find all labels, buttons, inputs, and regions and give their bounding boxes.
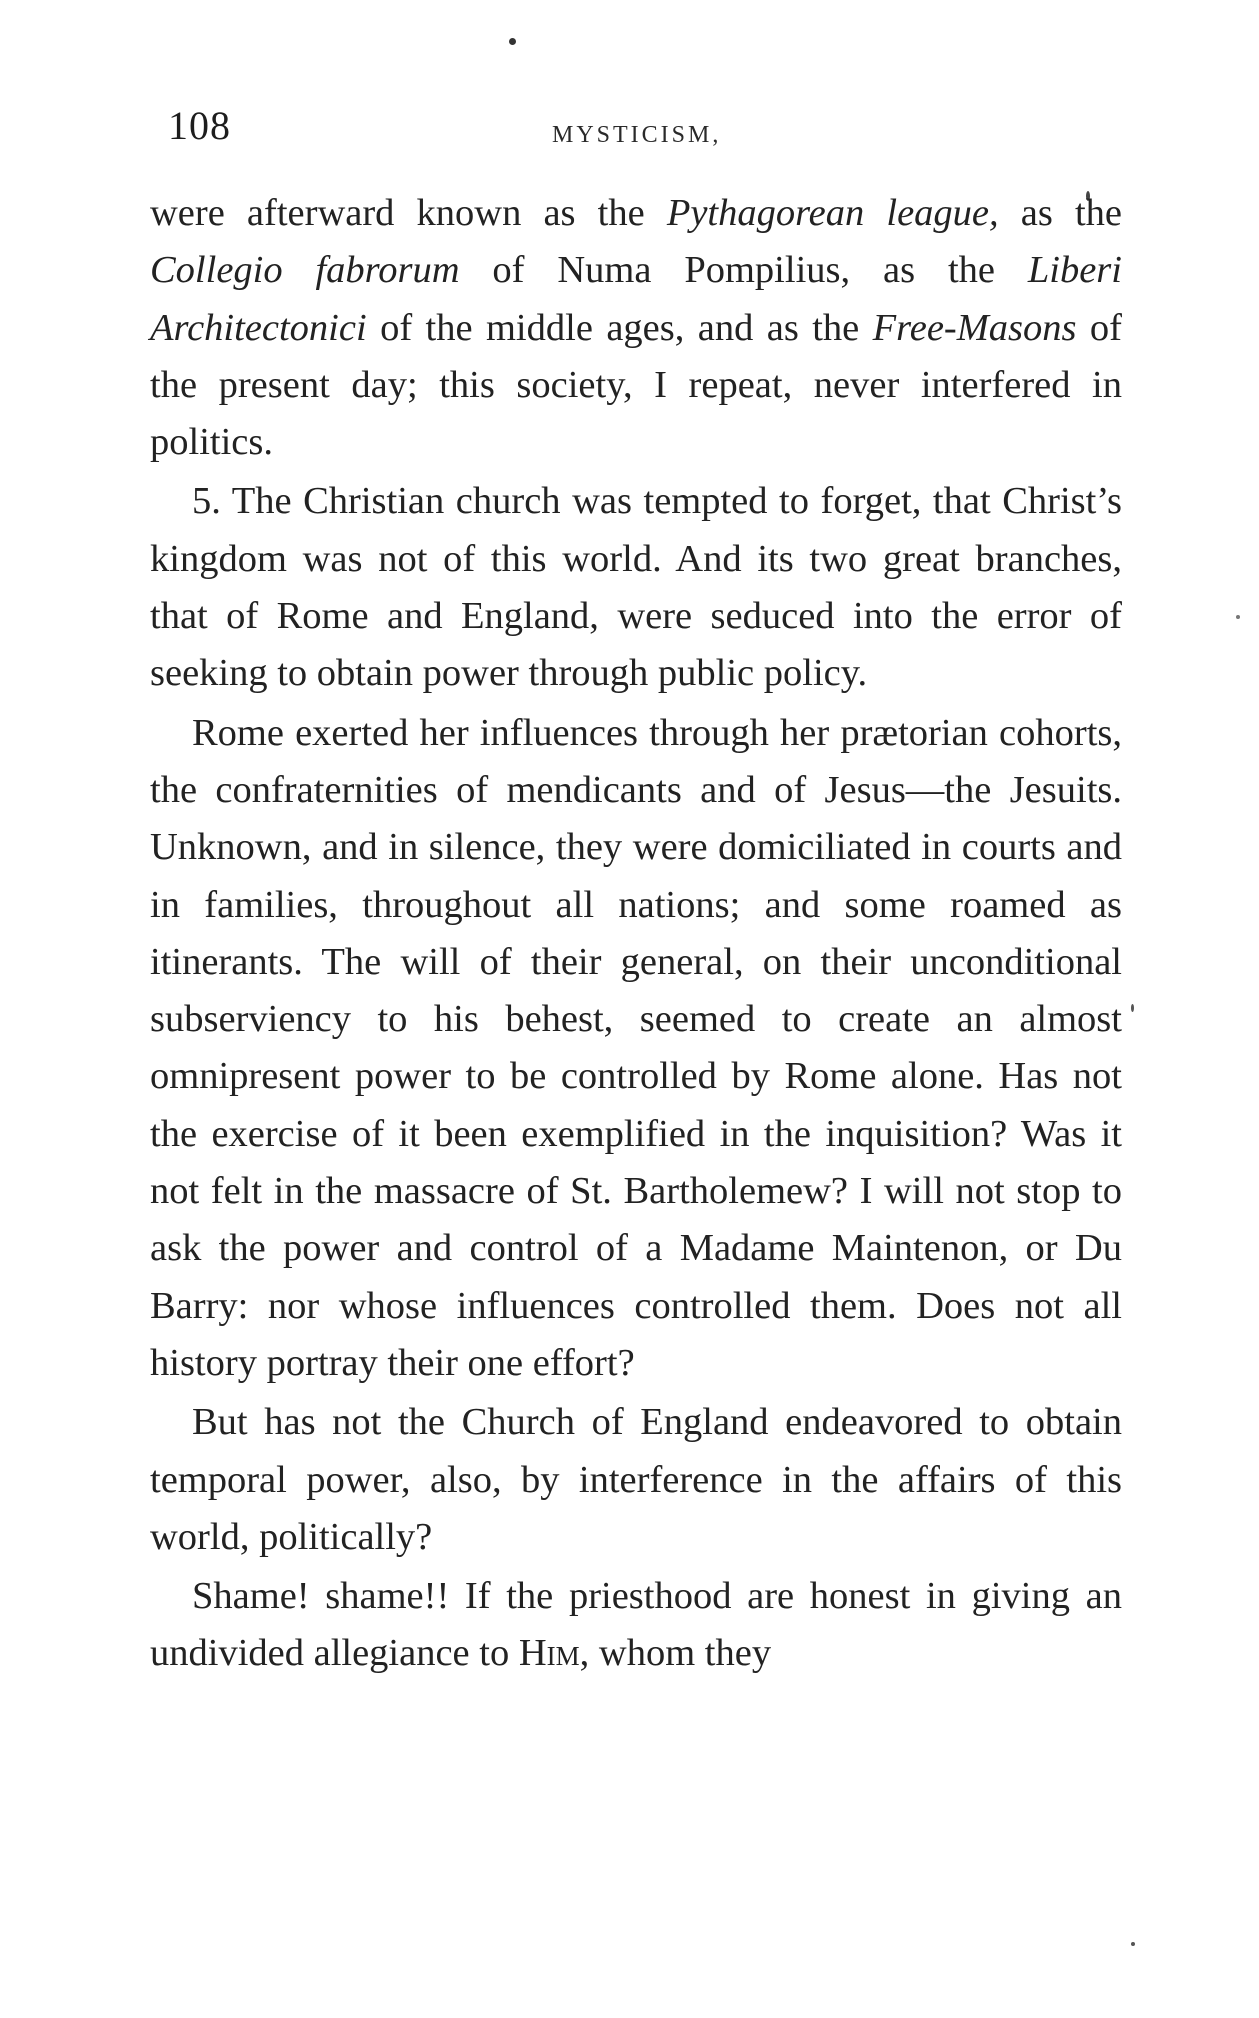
paragraph-1-text: of the present day; this society, I repeat, never interfered in politics. bbox=[150, 306, 1122, 464]
paragraph-3: Rome exerted her influences through her prætorian cohorts, the confraternities of mendicants and of Jesus—the Jesuits. Unknown, and in silence, they were domiciliated in courts and in families, throughout all nations; and some roamed as itinerants. The will of their general, on their unconditional subserviency to his behest, seemed to create an almost omnipresent power to be controlled by Rome alone. Has not the exercise of it been exemplified in the inquisition? Was it not felt in the massacre of St. Bartholemew? I will not stop to ask the power and control of a Madame Maintenon, or Du Barry: nor whose influences controlled them. Does not all history portray their one effort? bbox=[150, 711, 1122, 1384]
term-collegio-fabrorum: Collegio fabrorum bbox=[150, 249, 460, 292]
paragraph-2: 5. The Christian church was tempted to forget, that Christ’s kingdom was not of this world. And its two great branches, that of Rome and England, were seduced into the error of seeking to obtain power through public policy. bbox=[150, 480, 1122, 695]
paragraph-1-text: were afterward known as the bbox=[150, 192, 667, 234]
print-speck bbox=[1131, 1004, 1134, 1012]
paragraph-5 bbox=[150, 1568, 1122, 1683]
paragraph-5-text: , whom they bbox=[579, 1632, 772, 1675]
paragraph-1-text: of the middle ages, and as the bbox=[366, 306, 873, 349]
term-pythagorean-league: Pythagorean league, bbox=[666, 192, 999, 234]
print-speck bbox=[1131, 1942, 1135, 1946]
paragraph-5-text: Shame! shame!! If the priesthood are honest in giving an undivided allegiance to bbox=[150, 1575, 1122, 1675]
print-speck bbox=[509, 38, 516, 45]
term-free-masons: Free-Masons bbox=[872, 306, 1077, 349]
paragraph-1-text: as the bbox=[998, 192, 1122, 234]
print-speck bbox=[1236, 615, 1240, 619]
term-liberi-architectonici: Liberi Architectonici bbox=[150, 249, 1122, 349]
him-smallcaps: Him bbox=[518, 1632, 580, 1675]
page-number: 108 bbox=[168, 103, 231, 148]
page-header bbox=[168, 102, 1138, 162]
body-text bbox=[150, 185, 1122, 1683]
running-head: MYSTICISM, bbox=[552, 122, 722, 148]
paragraph-1-text: of Numa Pompilius, as the bbox=[459, 249, 1028, 292]
paragraph-1 bbox=[150, 185, 1122, 471]
paragraph-4: But has not the Church of England endeavored to obtain temporal power, also, by interference in the affairs of this world, politically? bbox=[150, 1401, 1122, 1558]
